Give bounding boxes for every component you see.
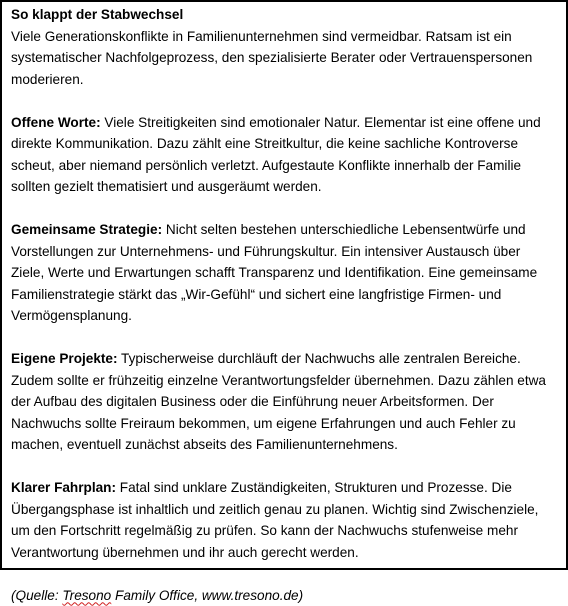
box-title: So klappt der Stabwechsel — [11, 4, 557, 26]
section-lead: Offene Worte: — [11, 115, 101, 130]
section-gemeinsame-strategie — [11, 219, 557, 327]
section-lead: Klarer Fahrplan: — [11, 480, 116, 495]
info-box-content — [2, 2, 566, 606]
section-klarer-fahrplan — [11, 477, 557, 563]
section-text: Typischerweise durchläuft der Nachwuchs alle zentralen Bereiche. Zudem sollte er frühzeitig einzelne Verantwortungsfelder übernehmen. Dazu zählen etwa der Aufbau des digitalen Business oder die Einführung neuer Arbeitsformen. Der Nachwuchs sollte Freiraum bekommen, um eigene Erfahrungen und auch Fehler zu machen, eventuell zunächst abseits des Familienunternehmens. — [11, 351, 546, 452]
source-suffix: Family Office, www.tresono.de) — [111, 588, 303, 603]
section-lead: Eigene Projekte: — [11, 351, 118, 366]
section-offene-worte — [11, 112, 557, 198]
source-prefix: (Quelle: — [11, 588, 62, 603]
section-text: Viele Streitigkeiten sind emotionaler Natur. Elementar ist eine offene und direkte Kommunikation. Dazu zählt eine Streitkultur, die keine sachliche Kontroverse scheut, aber niemand persönlich verletzt. Aufgestaute Konflikte innerhalb der Familie sollten gezielt thematisiert und ausgeräumt werden. — [11, 115, 541, 195]
section-lead: Gemeinsame Strategie: — [11, 222, 162, 237]
section-text: Fatal sind unklare Zuständigkeiten, Strukturen und Prozesse. Die Übergangsphase ist inhaltlich und zeitlich genau zu planen. Wichtig sind Zwischenziele, um den Fortschritt regelmäßig zu prüfen. So kann der Nachwuchs stufenweise mehr Verantwortung übernehmen und ihr auch gerecht werden. — [11, 480, 538, 560]
source-brand: Tresono — [62, 588, 111, 603]
intro-paragraph: Viele Generationskonflikte in Familienunternehmen sind vermeidbar. Ratsam ist ein systematischer Nachfolgeprozess, den spezialisierte Berater oder Vertrauenspersonen moderieren. — [11, 26, 557, 91]
source-citation — [11, 585, 557, 606]
section-eigene-projekte — [11, 348, 557, 456]
section-text: Nicht selten bestehen unterschiedliche Lebensentwürfe und Vorstellungen zur Unternehmens- und Führungskultur. Ein intensiver Austausch über Ziele, Werte und Erwartungen schafft Transparenz und Identifikation. Eine gemeinsame Familienstrategie stärkt das „Wir-Gefühl“ und sichert eine langfristige Firmen- und Vermögensplanung. — [11, 222, 537, 323]
